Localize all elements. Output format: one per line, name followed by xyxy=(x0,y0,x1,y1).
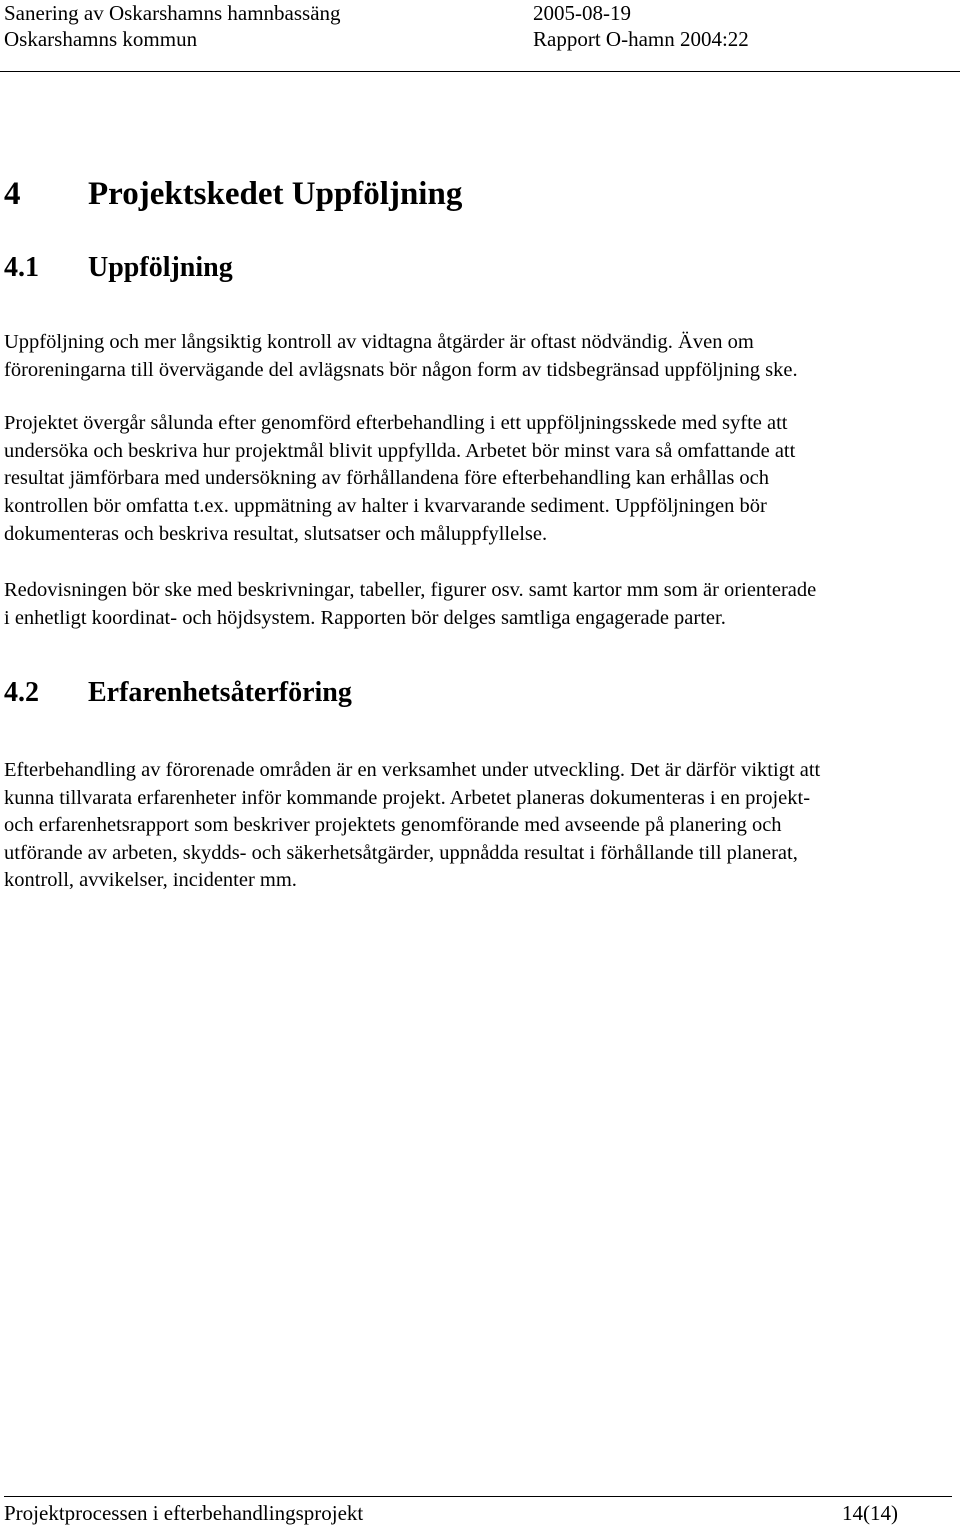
text-line: och erfarenhetsrapport som beskriver projektets genomförande med avseende på planering och xyxy=(4,814,782,837)
footer-page-number: 14(14) xyxy=(842,1501,898,1525)
chapter-heading xyxy=(4,172,462,216)
section-heading-4-1 xyxy=(4,250,233,286)
text-line: resultat jämförbara med undersökning av förhållandena före efterbehandling kan erhållas och xyxy=(4,467,770,490)
paragraph-4-1-b xyxy=(4,577,956,632)
text-line: utförande av arbeten, skydds- och säkerhetsåtgärder, uppnådda resultat i förhållande till planerat, xyxy=(4,841,798,864)
header-title: Sanering av Oskarshamns hamnbassäng xyxy=(4,1,341,25)
text-line: Redovisningen bör ske med beskrivningar, tabeller, figurer osv. samt kartor mm som är orienterade xyxy=(4,579,817,601)
section-number: 4.1 xyxy=(4,252,39,283)
text-line: i enhetligt koordinat- och höjdsystem. Rapporten bör delges samtliga engagerade parter. xyxy=(4,606,726,629)
text-line: kunna tillvarata erfarenheter inför kommande projekt. Arbetet planeras dokumenteras i en projekt- xyxy=(4,786,811,809)
header-report: Rapport O-hamn 2004:22 xyxy=(533,27,749,51)
page-header xyxy=(0,0,960,72)
text-line: undersöka och beskriva hur projektmål blivit uppfyllda. Arbetet bör minst vara så omfattande att xyxy=(4,439,796,462)
text-line: kontroll, avvikelser, incidenter mm. xyxy=(4,869,297,892)
text-line: Efterbehandling av förorenade områden är en verksamhet under utveckling. Det är därför viktigt att xyxy=(4,759,821,781)
header-date: 2005-08-19 xyxy=(533,1,631,25)
text-line: dokumenteras och beskriva resultat, slutsatser och måluppfyllelse. xyxy=(4,522,548,545)
text-line: Uppföljning och mer långsiktig kontroll av vidtagna åtgärder är oftast nödvändig. Även om xyxy=(4,331,754,353)
paragraph-4-2-a xyxy=(4,757,956,895)
text-line: föroreningarna till övervägande del avlägsnats bör någon form av tidsbegränsad uppföljning ske. xyxy=(4,358,798,381)
text-line: kontrollen bör omfatta t.ex. uppmätning av halter i kvarvarande sediment. Uppföljningen bör xyxy=(4,494,767,517)
header-organization: Oskarshamns kommun xyxy=(4,27,198,51)
text-line: Projektet övergår sålunda efter genomförd efterbehandling i ett uppföljningsskede med syfte att xyxy=(4,412,788,435)
section-title: Erfarenhetsåterföring xyxy=(88,677,352,708)
section-heading-4-2 xyxy=(4,675,352,711)
footer-divider xyxy=(4,1496,952,1497)
chapter-title: Projektskedet Uppföljning xyxy=(88,176,463,212)
footer-title: Projektprocessen i efterbehandlingsprojekt xyxy=(4,1501,364,1525)
paragraph-4-1-a xyxy=(4,329,956,548)
section-number: 4.2 xyxy=(4,677,39,708)
chapter-number: 4 xyxy=(4,176,21,212)
section-title: Uppföljning xyxy=(88,252,233,283)
